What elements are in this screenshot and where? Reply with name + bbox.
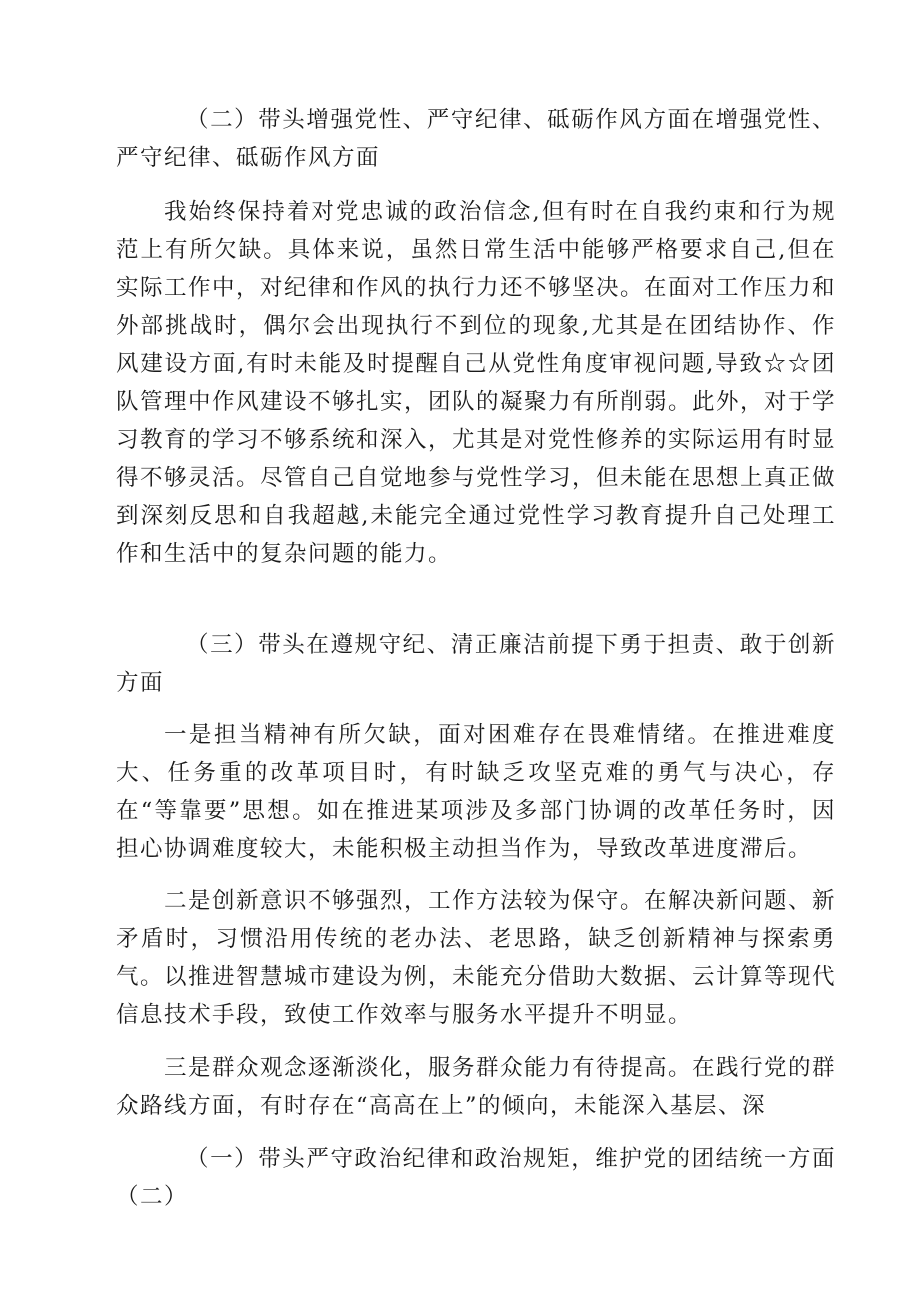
paragraph-party-discipline: 我始终保持着对党忠诚的政治信念,但有时在自我约束和行为规范上有所欠缺。具体来说，虽然日常生活中能够严格要求自己,但在实际工作中，对纪律和作风的执行力还不够坚决。在面对工作压力和外部挑战时，偶尔会出现执行不到位的现象,尤其是在团结协作、作风建设方面,有时未能及时提醒自己从党性角度审视问题,导致☆☆团队管理中作风建设不够扎实，团队的凝聚力有所削弱。此外，对于学习教育的学习不够系统和深入，尤其是对党性修养的实际运用有时显得不够灵活。尽管自己自觉地参与党性学习，但未能在思想上真正做到深刻反思和自我超越,未能完全通过党性学习教育提升自己处理工作和生活中的复杂问题的能力。 (116, 199, 837, 567)
section-heading-2: （二）带头增强党性、严守纪律、砥砺作风方面在增强党性、严守纪律、砥砺作风方面 (116, 107, 836, 171)
paragraph-responsibility: 一是担当精神有所欠缺，面对困难存在畏难情绪。在推进难度大、任务重的改革项目时，有时缺乏攻坚克难的勇气与决心，存在“等靠要”思想。如在推进某项涉及多部门协调的改革任务时，因担心协调难度较大，未能积极主动担当作为，导致改革进度滞后。 (116, 722, 836, 862)
section-heading-3: （三）带头在遵规守纪、清正廉洁前提下勇于担责、敢于创新方面 (116, 632, 836, 696)
section-heading-1-fragment: （一）带头严守政治纪律和政治规矩，维护党的团结统一方面（二） (116, 1146, 836, 1210)
paragraph-mass-line: 三是群众观念逐渐淡化，服务群众能力有待提高。在践行党的群众路线方面，有时存在“高高在上”的倾向，未能深入基层、深 (116, 1055, 837, 1119)
paragraph-innovation: 二是创新意识不够强烈，工作方法较为保守。在解决新问题、新矛盾时，习惯沿用传统的老办法、老思路，缺乏创新精神与探索勇气。以推进智慧城市建设为例，未能充分借助大数据、云计算等现代信息技术手段，致使工作效率与服务水平提升不明显。 (116, 888, 837, 1028)
